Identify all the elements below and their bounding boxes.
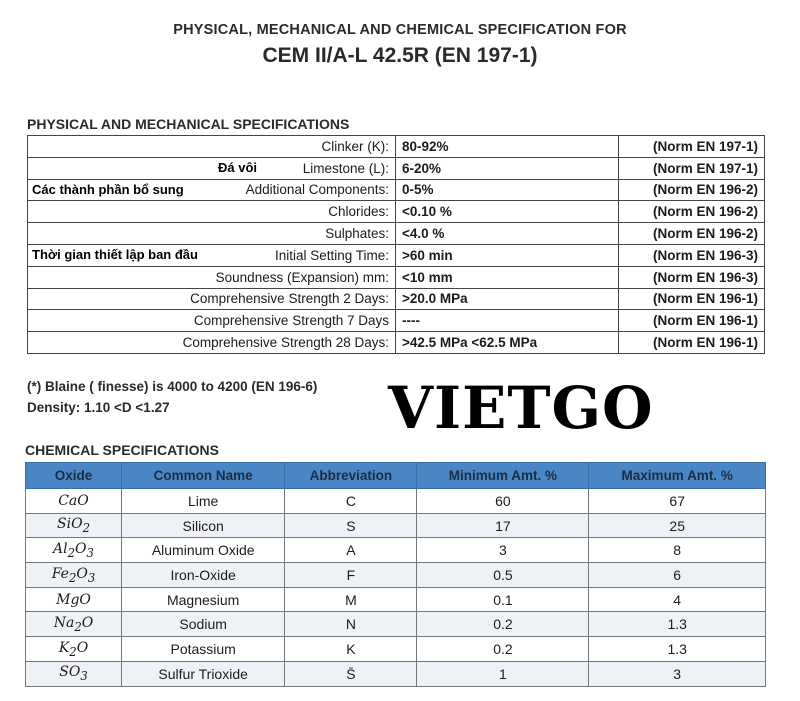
physical-value: >20.0 MPa (396, 288, 619, 310)
common-name: Silicon (122, 513, 285, 538)
common-name: Aluminum Oxide (122, 538, 285, 563)
physical-label: Chlorides: (328, 204, 389, 220)
physical-label-cell (28, 310, 396, 332)
common-name: Magnesium (122, 587, 285, 612)
physical-label: Limestone (L): (302, 160, 389, 176)
common-name: Potassium (122, 637, 285, 662)
density-note: Density: 1.10 <D <1.27 (27, 400, 170, 415)
oxide-formula: SiO$_2$ (26, 513, 122, 538)
abbreviation: C (285, 489, 417, 514)
physical-value: 80-92% (396, 136, 619, 158)
maximum-amount: 3 (589, 661, 766, 686)
physical-value: 0-5% (396, 179, 619, 201)
chemical-column-header: Oxide (26, 463, 122, 489)
common-name: Lime (122, 489, 285, 514)
physical-heading: PHYSICAL AND MECHANICAL SPECIFICATIONS (27, 116, 350, 132)
physical-spec-table (27, 135, 765, 354)
chemical-row (26, 661, 766, 686)
physical-label: Comprehensive Strength 7 Days (193, 313, 389, 329)
maximum-amount: 25 (589, 513, 766, 538)
common-name: Iron-Oxide (122, 563, 285, 588)
physical-norm: (Norm EN 196-1) (619, 288, 765, 310)
physical-value: ---- (396, 310, 619, 332)
maximum-amount: 1.3 (589, 612, 766, 637)
maximum-amount: 8 (589, 538, 766, 563)
oxide-formula: $Fe_2O_3$ (26, 563, 122, 588)
physical-row (28, 223, 765, 245)
physical-label-cell (28, 136, 396, 158)
physical-label-cell (28, 288, 396, 310)
physical-row (28, 201, 765, 223)
physical-label-cell (28, 244, 396, 266)
abbreviation: S (285, 513, 417, 538)
physical-label: Sulphates: (325, 226, 389, 242)
physical-value: >42.5 MPa <62.5 MPa (396, 332, 619, 354)
physical-row (28, 332, 765, 354)
chemical-column-header: Maximum Amt. % (589, 463, 766, 489)
maximum-amount: 1.3 (589, 637, 766, 662)
document-title-line2: CEM II/A-L 42.5R (EN 197-1) (262, 44, 538, 67)
common-name: Sulfur Trioxide (122, 661, 285, 686)
physical-norm: (Norm EN 196-2) (619, 201, 765, 223)
maximum-amount: 4 (589, 587, 766, 612)
physical-label-cell (28, 157, 396, 179)
abbreviation: A (285, 538, 417, 563)
abbreviation: K (285, 637, 417, 662)
physical-row (28, 157, 765, 179)
chemical-row (26, 538, 766, 563)
physical-row (28, 179, 765, 201)
chemical-row (26, 612, 766, 637)
physical-label-cell (28, 266, 396, 288)
physical-label: Additional Components: (245, 182, 389, 198)
oxide-formula: $SO_3$ (26, 661, 122, 686)
chemical-row (26, 513, 766, 538)
physical-value: <4.0 % (396, 223, 619, 245)
physical-norm: (Norm EN 197-1) (619, 136, 765, 158)
physical-row (28, 136, 765, 158)
physical-norm: (Norm EN 197-1) (619, 157, 765, 179)
blaine-note: (*) Blaine ( finesse) is 4000 to 4200 (EN 196-6) (27, 379, 318, 394)
common-name: Sodium (122, 612, 285, 637)
oxide-formula: CaO (26, 489, 122, 514)
minimum-amount: 0.5 (417, 563, 589, 588)
physical-label: Comprehensive Strength 28 Days: (182, 335, 389, 351)
physical-label-cell (28, 179, 396, 201)
physical-label: Initial Setting Time: (274, 247, 389, 263)
abbreviation: S̄ (285, 661, 417, 686)
chemical-column-header: Minimum Amt. % (417, 463, 589, 489)
vietnamese-annotation: Các thành phần bổ sung (32, 181, 184, 197)
physical-row (28, 288, 765, 310)
minimum-amount: 0.2 (417, 637, 589, 662)
vietnamese-annotation: Thời gian thiết lập ban đầu (32, 246, 198, 262)
chemical-column-header: Abbreviation (285, 463, 417, 489)
minimum-amount: 1 (417, 661, 589, 686)
physical-value: <0.10 % (396, 201, 619, 223)
physical-row (28, 244, 765, 266)
vietgo-watermark: VIETGO (388, 374, 654, 442)
chemical-row (26, 563, 766, 588)
physical-row (28, 310, 765, 332)
physical-norm: (Norm EN 196-2) (619, 179, 765, 201)
chemical-row (26, 489, 766, 514)
physical-norm: (Norm EN 196-3) (619, 266, 765, 288)
minimum-amount: 0.2 (417, 612, 589, 637)
chemical-heading: CHEMICAL SPECIFICATIONS (25, 442, 219, 458)
physical-norm: (Norm EN 196-1) (619, 310, 765, 332)
chemical-spec-table (25, 462, 766, 687)
physical-label-cell (28, 223, 396, 245)
physical-value: <10 mm (396, 266, 619, 288)
chemical-row (26, 587, 766, 612)
physical-label-cell (28, 201, 396, 223)
oxide-formula: $K_2O$ (26, 637, 122, 662)
physical-label: Soundness (Expansion) mm: (215, 269, 389, 285)
minimum-amount: 3 (417, 538, 589, 563)
abbreviation: F (285, 563, 417, 588)
abbreviation: M (285, 587, 417, 612)
physical-norm: (Norm EN 196-3) (619, 244, 765, 266)
physical-value: >60 min (396, 244, 619, 266)
physical-label: Clinker (K): (321, 138, 389, 154)
oxide-formula: $Al_2O_3$ (26, 538, 122, 563)
physical-norm: (Norm EN 196-1) (619, 332, 765, 354)
maximum-amount: 67 (589, 489, 766, 514)
physical-value: 6-20% (396, 157, 619, 179)
oxide-formula: $Na_2O$ (26, 612, 122, 637)
minimum-amount: 60 (417, 489, 589, 514)
physical-label-cell (28, 332, 396, 354)
chemical-row (26, 637, 766, 662)
document-title-line1: PHYSICAL, MECHANICAL AND CHEMICAL SPECIFICATION FOR (173, 22, 627, 38)
physical-label: Comprehensive Strength 2 Days: (190, 291, 389, 307)
maximum-amount: 6 (589, 563, 766, 588)
abbreviation: N (285, 612, 417, 637)
physical-row (28, 266, 765, 288)
minimum-amount: 0.1 (417, 587, 589, 612)
minimum-amount: 17 (417, 513, 589, 538)
oxide-formula: MgO (26, 587, 122, 612)
physical-norm: (Norm EN 196-2) (619, 223, 765, 245)
chemical-column-header: Common Name (122, 463, 285, 489)
vietnamese-annotation: Đá vôi (218, 159, 258, 175)
